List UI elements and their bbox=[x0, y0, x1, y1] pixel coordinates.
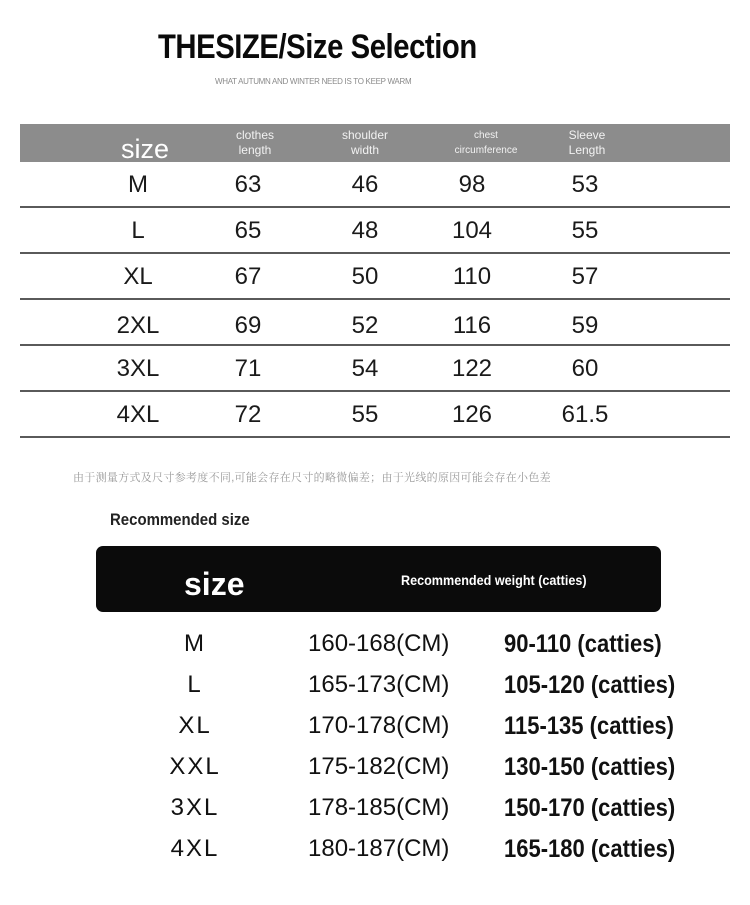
table-cell: 61.5 bbox=[561, 401, 609, 428]
table-row bbox=[20, 162, 730, 208]
recommended-height: 175-182(CM) bbox=[308, 753, 450, 780]
recommended-weight: 90-110 (catties) bbox=[504, 630, 662, 658]
recommended-header-size: size bbox=[184, 566, 245, 602]
recommended-height: 170-178(CM) bbox=[308, 712, 450, 739]
header-clothes-length: clothes length bbox=[235, 128, 275, 157]
recommended-size: XXL bbox=[169, 753, 221, 780]
recommended-height: 178-185(CM) bbox=[308, 794, 450, 821]
table-cell: 46 bbox=[351, 171, 379, 198]
recommended-size: L bbox=[187, 671, 203, 698]
table-cell: 52 bbox=[351, 312, 379, 339]
table-row bbox=[20, 208, 730, 254]
table-row bbox=[20, 254, 730, 300]
table-cell: 69 bbox=[234, 312, 262, 339]
recommended-header-bar bbox=[96, 546, 661, 612]
table-cell: 53 bbox=[571, 171, 599, 198]
recommended-weight: 130-150 (catties) bbox=[504, 753, 676, 781]
table-cell: 71 bbox=[234, 355, 262, 382]
table-cell: 50 bbox=[351, 263, 379, 290]
page-subtitle: WHAT AUTUMN AND WINTER NEED IS TO KEEP WARM bbox=[215, 77, 412, 86]
table-cell: 54 bbox=[351, 355, 379, 382]
table-cell: 55 bbox=[571, 217, 599, 244]
table-cell: 67 bbox=[234, 263, 262, 290]
recommended-height: 165-173(CM) bbox=[308, 671, 450, 698]
list-item bbox=[0, 630, 750, 671]
table-cell: 72 bbox=[234, 401, 262, 428]
table-cell: 63 bbox=[234, 171, 262, 198]
header-size: size bbox=[120, 134, 169, 164]
size-chart-body bbox=[20, 162, 730, 438]
recommended-size-label: Recommended size bbox=[110, 510, 250, 529]
header-chest-circumference: chest circumference bbox=[454, 130, 518, 156]
table-cell: 122 bbox=[451, 355, 493, 382]
list-item bbox=[0, 753, 750, 794]
table-cell: 4XL bbox=[116, 401, 160, 428]
table-cell: 55 bbox=[351, 401, 379, 428]
recommended-height: 160-168(CM) bbox=[308, 630, 450, 657]
table-cell: M bbox=[128, 171, 148, 198]
list-item bbox=[0, 794, 750, 835]
recommended-header-weight: Recommended weight (catties) bbox=[401, 572, 587, 588]
table-cell: 98 bbox=[458, 171, 486, 198]
table-cell: 48 bbox=[351, 217, 379, 244]
table-cell: 65 bbox=[234, 217, 262, 244]
list-item bbox=[0, 712, 750, 753]
recommended-weight: 150-170 (catties) bbox=[504, 794, 676, 822]
table-cell: L bbox=[131, 217, 145, 244]
table-cell: 3XL bbox=[116, 355, 160, 382]
table-row bbox=[20, 392, 730, 438]
table-cell: 57 bbox=[571, 263, 599, 290]
table-cell: 110 bbox=[452, 263, 492, 290]
header-shoulder-width: shoulder width bbox=[341, 128, 389, 157]
recommended-weight: 115-135 (catties) bbox=[504, 712, 675, 740]
table-cell: 2XL bbox=[116, 312, 160, 339]
recommended-size: XL bbox=[178, 712, 212, 739]
table-cell: 104 bbox=[451, 217, 493, 244]
table-row bbox=[20, 346, 730, 392]
list-item bbox=[0, 671, 750, 712]
size-chart-table bbox=[20, 124, 730, 438]
recommended-size: 3XL bbox=[170, 794, 220, 821]
list-item bbox=[0, 835, 750, 876]
table-cell: 116 bbox=[452, 312, 492, 339]
size-chart-header bbox=[20, 124, 730, 162]
table-cell: 59 bbox=[571, 312, 599, 339]
measurement-note: 由于测量方式及尺寸参考度不同,可能会存在尺寸的略微偏差；由于光线的原因可能会存在小色差 bbox=[73, 472, 551, 484]
recommended-size: M bbox=[184, 630, 206, 657]
table-cell: 126 bbox=[451, 401, 493, 428]
recommended-size: 4XL bbox=[170, 835, 220, 862]
header-sleeve-length: Sleeve Length bbox=[568, 128, 606, 157]
recommended-height: 180-187(CM) bbox=[308, 835, 450, 862]
recommended-weight: 165-180 (catties) bbox=[504, 835, 676, 863]
table-cell: XL bbox=[123, 263, 153, 290]
table-row bbox=[20, 300, 730, 346]
page-title: THESIZE/Size Selection bbox=[158, 28, 477, 66]
recommended-weight: 105-120 (catties) bbox=[504, 671, 676, 699]
table-cell: 60 bbox=[571, 355, 599, 382]
recommended-size-list bbox=[0, 630, 750, 876]
